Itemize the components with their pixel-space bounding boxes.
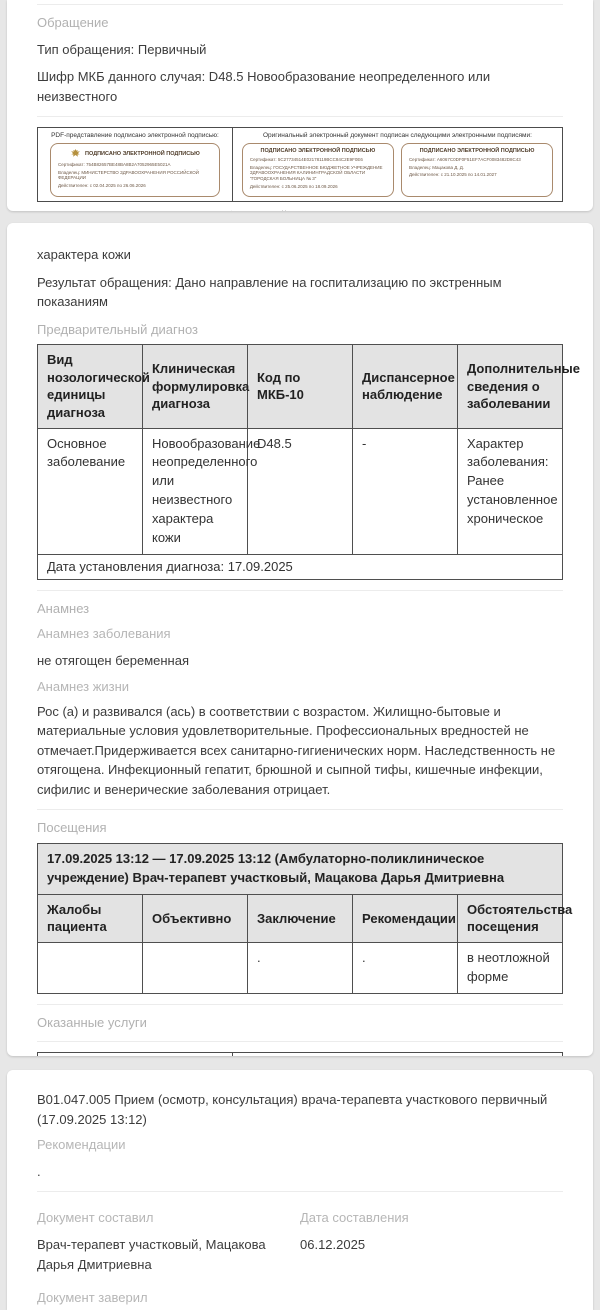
table-row xyxy=(38,428,563,554)
signature-block xyxy=(37,1052,563,1056)
signature-pdf-header xyxy=(38,1053,232,1056)
coat-of-arms-icon xyxy=(70,148,81,159)
document-author-value: Врач-терапевт участковый, Мацакова Дарья Дмитриевна xyxy=(37,1237,266,1272)
anamnesis-life-label: Анамнез жизни xyxy=(37,678,130,694)
page-card-appeal xyxy=(7,0,593,211)
appeal-icd-line: Шифр МКБ данного случая: D48.5 Новообразование неопределенного или неизвестного xyxy=(37,69,491,104)
appeal-result-line: Результат обращения: Дано направление на госпитализацию по экстренным показаниям xyxy=(37,274,502,309)
table-cell xyxy=(143,942,248,993)
column-header: Код по МКБ-10 xyxy=(248,345,353,428)
table-cell: Новообразование неопределенного или неизвестного характера кожи xyxy=(143,428,248,554)
column-header: Дополнительные сведения о заболевании xyxy=(458,345,563,428)
table-cell: Основное заболевание xyxy=(38,428,143,554)
divider xyxy=(37,809,563,810)
table-row xyxy=(38,942,563,993)
recommendations-label: Рекомендации xyxy=(37,1137,126,1152)
signature-block xyxy=(37,127,563,202)
anamnesis-life-value: Рос (а) и развивался (ась) в соответствии с возрастом. Жилищно-бытовые и материальные условия удовлетворительные. Профессиональных вредностей не отмечает.Придерживается всех санитарно-гигиенических норм. Наследственность не отягощена. Инфекционный гепатит, брюшной и сыпной тифы, кишечные инфекции, сифилис и венерические заболевания отрицает. xyxy=(37,703,556,797)
divider xyxy=(37,4,563,5)
divider xyxy=(37,1041,563,1042)
signature-pdf-header: PDF-представление подписано электронной подписью: xyxy=(51,132,219,140)
column-header: Обстоятельства посещения xyxy=(458,894,563,942)
signature-original-header xyxy=(233,1053,562,1056)
signature-pdf-column xyxy=(38,128,233,201)
stamp-owner: Владелец: Мацакова Д. Д. xyxy=(408,164,465,170)
anamnesis-disease-value: не отягощен беременная xyxy=(37,653,190,669)
table-cell: Характер заболевания: Ранее установленное хроническое xyxy=(458,428,563,554)
appeal-type-line: Тип обращения: Первичный xyxy=(37,41,207,57)
stamp-owner: Владелец: ГОСУДАРСТВЕННОЕ БЮДЖЕТНОЕ УЧРЕЖДЕНИЕ ЗДРАВООХРАНЕНИЯ КАЛИНИНГРАДСКОЙ ОБЛАСТИ "ГОРОДСКАЯ БОЛЬНИЦА № 3" xyxy=(249,164,383,182)
divider xyxy=(37,1004,563,1005)
divider xyxy=(37,1191,563,1192)
preliminary-diagnosis-table xyxy=(37,344,580,580)
column-header: Заключение xyxy=(248,894,353,942)
table-cell: D48.5 xyxy=(248,428,353,554)
signature-pdf-column xyxy=(38,1053,233,1056)
signature-stamp-hospital xyxy=(242,143,394,197)
signature-original-column xyxy=(233,128,562,201)
table-cell: . xyxy=(353,942,458,993)
document-date-label: Дата составления xyxy=(300,1210,409,1226)
visit-title-cell: 17.09.2025 13:12 — 17.09.2025 13:12 (Амбулаторно-поликлиническое учреждение) Врач-терапевт участковый, Мацакова Дарья Дмитриевна xyxy=(38,844,563,895)
table-row xyxy=(38,554,563,580)
stamp-title: ПОДПИСАНО ЭЛЕКТРОННОЙ ПОДПИСЬЮ xyxy=(260,148,376,155)
diagnosis-continuation-line: характера кожи xyxy=(37,247,131,262)
document-date-column xyxy=(300,1202,563,1282)
recommendations-value: . xyxy=(37,1163,41,1179)
table-cell: . xyxy=(248,942,353,993)
column-header: Диспансерное наблюдение xyxy=(353,345,458,428)
signature-original-column xyxy=(233,1053,562,1056)
document-date-value: 06.12.2025 xyxy=(300,1237,366,1253)
document-meta-columns xyxy=(37,1202,563,1282)
stamp-title: ПОДПИСАНО ЭЛЕКТРОННОЙ ПОДПИСЬЮ xyxy=(85,150,200,157)
stamp-certificate: Сертификат: A6067C0DF0F51EF7ACF0083482D8C43 xyxy=(408,157,521,163)
section-label-anamnesis: Анамнез xyxy=(37,601,90,617)
section-label-preliminary-diagnosis: Предварительный диагноз xyxy=(37,321,198,337)
section-label-services: Оказанные услуги xyxy=(37,1014,147,1030)
section-label-appeal: Обращение xyxy=(37,15,109,30)
page-footer-1 xyxy=(37,209,563,211)
divider xyxy=(37,590,563,591)
stamp-validity: Действителен: с 25.06.2025 по 18.09.2026 xyxy=(249,183,338,189)
section-label-visits: Посещения xyxy=(37,820,107,836)
service-line: В01.047.005 Прием (осмотр, консультация) врача-терапевта участкового первичный (17.09.2025 13:12) xyxy=(37,1092,548,1127)
signature-stamp-ministry xyxy=(50,143,220,197)
table-row xyxy=(38,844,563,895)
divider xyxy=(37,116,563,117)
column-header: Рекомендации xyxy=(353,894,458,942)
page-card-service xyxy=(7,1070,593,1310)
visits-table xyxy=(37,843,573,993)
diagnosis-date-cell: Дата установления диагноза: 17.09.2025 xyxy=(38,554,563,580)
table-cell: - xyxy=(353,428,458,554)
anamnesis-disease-label: Анамнез заболевания xyxy=(37,626,171,642)
stamp-validity: Действителен: с 02.04.2025 по 26.06.2026 xyxy=(58,182,146,188)
stamp-certificate: Сертификат: 754B82657BE48BA8B2A7052965E5021A xyxy=(58,162,171,168)
stamp-title: ПОДПИСАНО ЭЛЕКТРОННОЙ ПОДПИСЬЮ xyxy=(419,148,535,155)
stamp-owner: Владелец: МИНИСТЕРСТВО ЗДРАВООХРАНЕНИЯ РОССИЙСКОЙ ФЕДЕРАЦИИ xyxy=(58,169,200,181)
column-header: Клиническая формулировка диагноза xyxy=(143,345,248,428)
column-header: Жалобы пациента xyxy=(38,894,143,942)
column-header: Объективно xyxy=(143,894,248,942)
signature-stamp-doctor xyxy=(401,143,553,197)
table-cell: в неотложной форме xyxy=(458,942,563,993)
stamp-validity: Действителен: с 21.10.2025 по 14.01.2027 xyxy=(408,171,497,177)
stamp-certificate: Сертификат: 5C27734514E02178119BCC84C2E9F0E6 xyxy=(249,157,363,163)
document-author-column xyxy=(37,1202,300,1282)
signature-original-header: Оригинальный электронный документ подписан следующими электронными подписями: xyxy=(262,132,532,140)
document-author-label: Документ составил xyxy=(37,1210,154,1226)
document-certifier-label: Документ заверил xyxy=(37,1290,148,1306)
page-card-details xyxy=(7,223,593,1056)
table-cell xyxy=(38,942,143,993)
column-header: Вид нозологической единицы диагноза xyxy=(38,345,143,428)
